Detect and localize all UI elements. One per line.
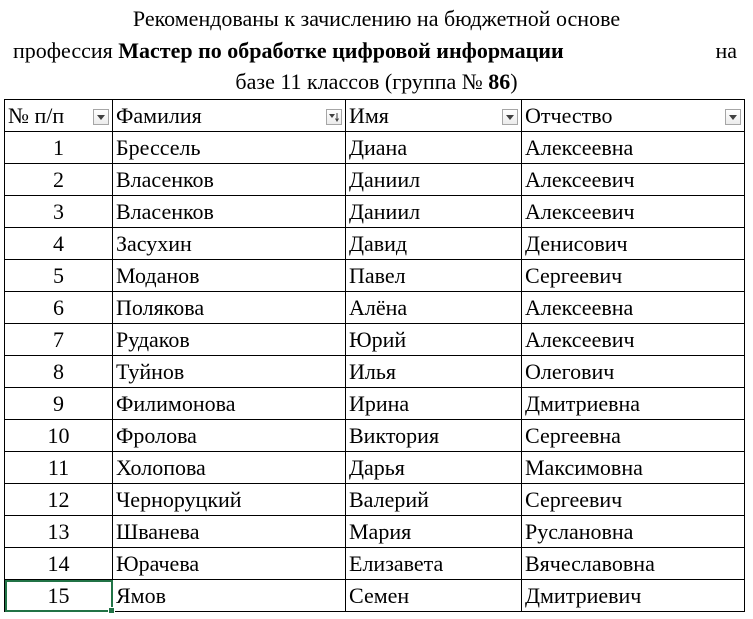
cell-lastname[interactable]: Фролова	[113, 420, 346, 452]
cell-firstname[interactable]: Даниил	[346, 164, 522, 196]
cell-lastname[interactable]: Туйнов	[113, 356, 346, 388]
column-header-label: Фамилия	[116, 102, 202, 128]
cell-number[interactable]: 11	[5, 452, 113, 484]
sheet-title-block	[0, 0, 753, 98]
table-row	[5, 228, 745, 260]
cell-number[interactable]: 3	[5, 196, 113, 228]
cell-firstname[interactable]: Валерий	[346, 484, 522, 516]
selection-fill-handle[interactable]	[108, 607, 115, 614]
table-row	[5, 452, 745, 484]
table-row	[5, 580, 745, 612]
cell-lastname[interactable]: Шванева	[113, 516, 346, 548]
cell-number[interactable]: 4	[5, 228, 113, 260]
cell-number[interactable]: 9	[5, 388, 113, 420]
table-row	[5, 196, 745, 228]
cell-firstname[interactable]: Семен	[346, 580, 522, 612]
cell-lastname[interactable]: Филимонова	[113, 388, 346, 420]
cell-lastname[interactable]: Моданов	[113, 260, 346, 292]
cell-lastname[interactable]: Брессель	[113, 132, 346, 164]
column-header-label: Отчество	[525, 102, 613, 128]
cell-number[interactable]: 5	[5, 260, 113, 292]
table-row	[5, 356, 745, 388]
cell-patronymic[interactable]: Алексеевна	[522, 132, 745, 164]
cell-lastname[interactable]: Холопова	[113, 452, 346, 484]
column-header-firstname[interactable]	[346, 100, 522, 132]
cell-firstname[interactable]: Алёна	[346, 292, 522, 324]
column-header-lastname[interactable]	[113, 100, 346, 132]
table-row	[5, 324, 745, 356]
cell-firstname[interactable]: Елизавета	[346, 548, 522, 580]
title-line-3-suffix: )	[510, 69, 518, 94]
table-row	[5, 420, 745, 452]
cell-number[interactable]: 7	[5, 324, 113, 356]
cell-lastname[interactable]: Ямов	[113, 580, 346, 612]
cell-lastname[interactable]: Рудаков	[113, 324, 346, 356]
cell-lastname[interactable]: Засухин	[113, 228, 346, 260]
table-row	[5, 132, 745, 164]
cell-firstname[interactable]: Юрий	[346, 324, 522, 356]
cell-number[interactable]: 10	[5, 420, 113, 452]
group-number: 86	[488, 69, 511, 94]
cell-firstname[interactable]: Мария	[346, 516, 522, 548]
cell-number[interactable]: 6	[5, 292, 113, 324]
header-row	[5, 100, 745, 132]
cell-lastname[interactable]: Власенков	[113, 164, 346, 196]
cell-lastname[interactable]: Юрачева	[113, 548, 346, 580]
cell-patronymic[interactable]: Алексеевич	[522, 324, 745, 356]
cell-patronymic[interactable]: Сергеевич	[522, 260, 745, 292]
cell-number[interactable]: 8	[5, 356, 113, 388]
cell-number[interactable]: 2	[5, 164, 113, 196]
cell-lastname[interactable]: Полякова	[113, 292, 346, 324]
cell-firstname[interactable]: Ирина	[346, 388, 522, 420]
cell-firstname[interactable]: Павел	[346, 260, 522, 292]
profession-name: Мастер по обработке цифровой информации	[118, 38, 564, 63]
table-row	[5, 292, 745, 324]
title-line-3	[0, 67, 753, 97]
title-line-2	[13, 36, 564, 66]
cell-firstname[interactable]: Илья	[346, 356, 522, 388]
students-table	[4, 99, 745, 612]
cell-patronymic[interactable]: Олегович	[522, 356, 745, 388]
cell-firstname[interactable]: Дарья	[346, 452, 522, 484]
cell-number[interactable]: 14	[5, 548, 113, 580]
cell-patronymic[interactable]: Алексеевич	[522, 164, 745, 196]
dropdown-arrow-icon[interactable]	[725, 109, 741, 125]
table-row	[5, 548, 745, 580]
cell-patronymic[interactable]: Алексеевна	[522, 292, 745, 324]
dropdown-arrow-icon[interactable]	[93, 109, 109, 125]
cell-number-selected[interactable]: 15	[5, 580, 113, 612]
cell-patronymic[interactable]: Денисович	[522, 228, 745, 260]
table-row	[5, 164, 745, 196]
cell-patronymic[interactable]: Сергеевна	[522, 420, 745, 452]
cell-firstname[interactable]: Давид	[346, 228, 522, 260]
cell-patronymic[interactable]: Вячеславовна	[522, 548, 745, 580]
cell-firstname[interactable]: Виктория	[346, 420, 522, 452]
table-row	[5, 388, 745, 420]
column-header-label: Имя	[349, 102, 389, 128]
cell-patronymic[interactable]: Сергеевич	[522, 484, 745, 516]
cell-lastname[interactable]: Власенков	[113, 196, 346, 228]
title-line-2-prefix: профессия	[13, 38, 119, 63]
cell-number[interactable]: 1	[5, 132, 113, 164]
cell-lastname[interactable]: Черноруцкий	[113, 484, 346, 516]
cell-patronymic[interactable]: Максимовна	[522, 452, 745, 484]
column-header-patronymic[interactable]	[522, 100, 745, 132]
title-line-1: Рекомендованы к зачислению на бюджетной основе	[132, 6, 621, 31]
cell-patronymic[interactable]: Алексеевич	[522, 196, 745, 228]
cell-number[interactable]: 12	[5, 484, 113, 516]
cell-number[interactable]: 13	[5, 516, 113, 548]
column-header-label: № п/п	[8, 102, 65, 128]
sort-filter-arrow-icon[interactable]	[326, 109, 342, 125]
table-row	[5, 260, 745, 292]
title-line-2-suffix: на	[715, 38, 737, 63]
cell-firstname[interactable]: Диана	[346, 132, 522, 164]
title-line-3-prefix: базе 11 классов (группа №	[235, 69, 489, 94]
dropdown-arrow-icon[interactable]	[502, 109, 518, 125]
column-header-number[interactable]	[5, 100, 113, 132]
cell-firstname[interactable]: Даниил	[346, 196, 522, 228]
cell-patronymic[interactable]: Дмитриевна	[522, 388, 745, 420]
table-row	[5, 484, 745, 516]
cell-patronymic[interactable]: Руслановна	[522, 516, 745, 548]
cell-patronymic[interactable]: Дмитриевич	[522, 580, 745, 612]
table-row	[5, 516, 745, 548]
